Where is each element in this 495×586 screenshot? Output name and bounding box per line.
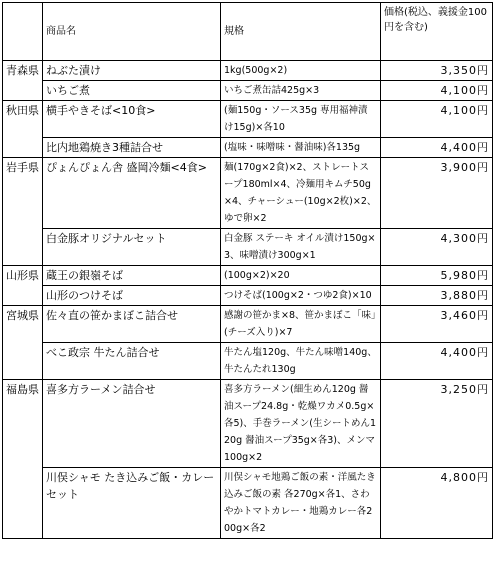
- table-row: [3, 158, 493, 229]
- price-cell: 3,350円: [381, 61, 493, 81]
- prefecture-cell: 青森県: [3, 61, 43, 101]
- price-cell: 3,460円: [381, 306, 493, 343]
- header-spec: 規格: [221, 3, 381, 61]
- table-header-row: [3, 3, 493, 61]
- spec-cell: 1kg(500g×2): [221, 61, 381, 81]
- spec-cell: (100g×2)×20: [221, 266, 381, 286]
- spec-cell: 感謝の笹かま×8、笹かまぼこ「味」(チーズ入り)×7: [221, 306, 381, 343]
- price-cell: 3,250円: [381, 380, 493, 468]
- spec-cell: 川俣シャモ地鶏ご飯の素・洋風たき込みご飯の素 各270g×各1、さわやかトマトカレー・地鶏カレー各200g×各2: [221, 468, 381, 539]
- product-name-cell: 佐々直の笹かまぼこ詰合せ: [43, 306, 221, 343]
- spec-cell: 白金豚 ステーキ オイル漬け150g×3、味噌漬け300g×1: [221, 229, 381, 266]
- table-row: [3, 266, 493, 286]
- product-name-cell: 比内地鶏焼き3種詰合せ: [43, 138, 221, 158]
- table-row: [3, 380, 493, 468]
- product-name-cell: べこ政宗 牛たん詰合せ: [43, 343, 221, 380]
- table-row: [3, 306, 493, 343]
- table-row: [3, 229, 493, 266]
- product-name-cell: ぴょんぴょん舎 盛岡冷麺<4食>: [43, 158, 221, 229]
- price-cell: 5,980円: [381, 266, 493, 286]
- spec-cell: 牛たん塩120g、牛たん味噌140g、牛たんたれ130g: [221, 343, 381, 380]
- product-name-cell: 白金豚オリジナルセット: [43, 229, 221, 266]
- prefecture-cell: 福島県: [3, 380, 43, 539]
- product-name-cell: 横手やきそば<10食>: [43, 101, 221, 138]
- table-row: [3, 138, 493, 158]
- price-cell: 4,400円: [381, 138, 493, 158]
- product-name-cell: 喜多方ラーメン詰合せ: [43, 380, 221, 468]
- product-name-cell: 山形のつけそば: [43, 286, 221, 306]
- table-row: [3, 468, 493, 539]
- table-row: [3, 101, 493, 138]
- price-cell: 3,880円: [381, 286, 493, 306]
- product-name-cell: いちご煮: [43, 81, 221, 101]
- product-name-cell: 川俣シャモ たき込みご飯・カレーセット: [43, 468, 221, 539]
- spec-cell: いちご煮缶詰425g×3: [221, 81, 381, 101]
- product-name-cell: 蔵王の銀嶺そば: [43, 266, 221, 286]
- product-name-cell: ねぶた漬け: [43, 61, 221, 81]
- table-row: [3, 81, 493, 101]
- table-row: [3, 343, 493, 380]
- price-cell: 4,300円: [381, 229, 493, 266]
- price-cell: 4,400円: [381, 343, 493, 380]
- table-row: [3, 61, 493, 81]
- spec-cell: 麺(170g×2食)×2、ストレートスープ180ml×4、冷麺用キムチ50g×4、チャーシュー(10g×2枚)×2、ゆで卵×2: [221, 158, 381, 229]
- header-product-name: 商品名: [43, 3, 221, 61]
- price-cell: 4,800円: [381, 468, 493, 539]
- price-cell: 4,100円: [381, 81, 493, 101]
- product-price-table: [2, 2, 493, 539]
- header-prefecture: [3, 3, 43, 61]
- spec-cell: (塩味・味噌味・醤油味)各135g: [221, 138, 381, 158]
- prefecture-cell: 山形県: [3, 266, 43, 306]
- header-price: 価格(税込、義援金100円を含む): [381, 3, 493, 61]
- prefecture-cell: 岩手県: [3, 158, 43, 266]
- prefecture-cell: 宮城県: [3, 306, 43, 380]
- table-row: [3, 286, 493, 306]
- price-cell: 4,100円: [381, 101, 493, 138]
- prefecture-cell: 秋田県: [3, 101, 43, 158]
- spec-cell: (麺150g・ソース35g 専用福神漬け15g)×各10: [221, 101, 381, 138]
- spec-cell: 喜多方ラーメン(細生めん120g 醤油スープ24.8g・乾燥ワカメ0.5g×各5)、手巻ラーメン(生シートめん120g 醤油スープ35g×各3)、メンマ100g×2: [221, 380, 381, 468]
- spec-cell: つけそば(100g×2・つゆ2食)×10: [221, 286, 381, 306]
- price-cell: 3,900円: [381, 158, 493, 229]
